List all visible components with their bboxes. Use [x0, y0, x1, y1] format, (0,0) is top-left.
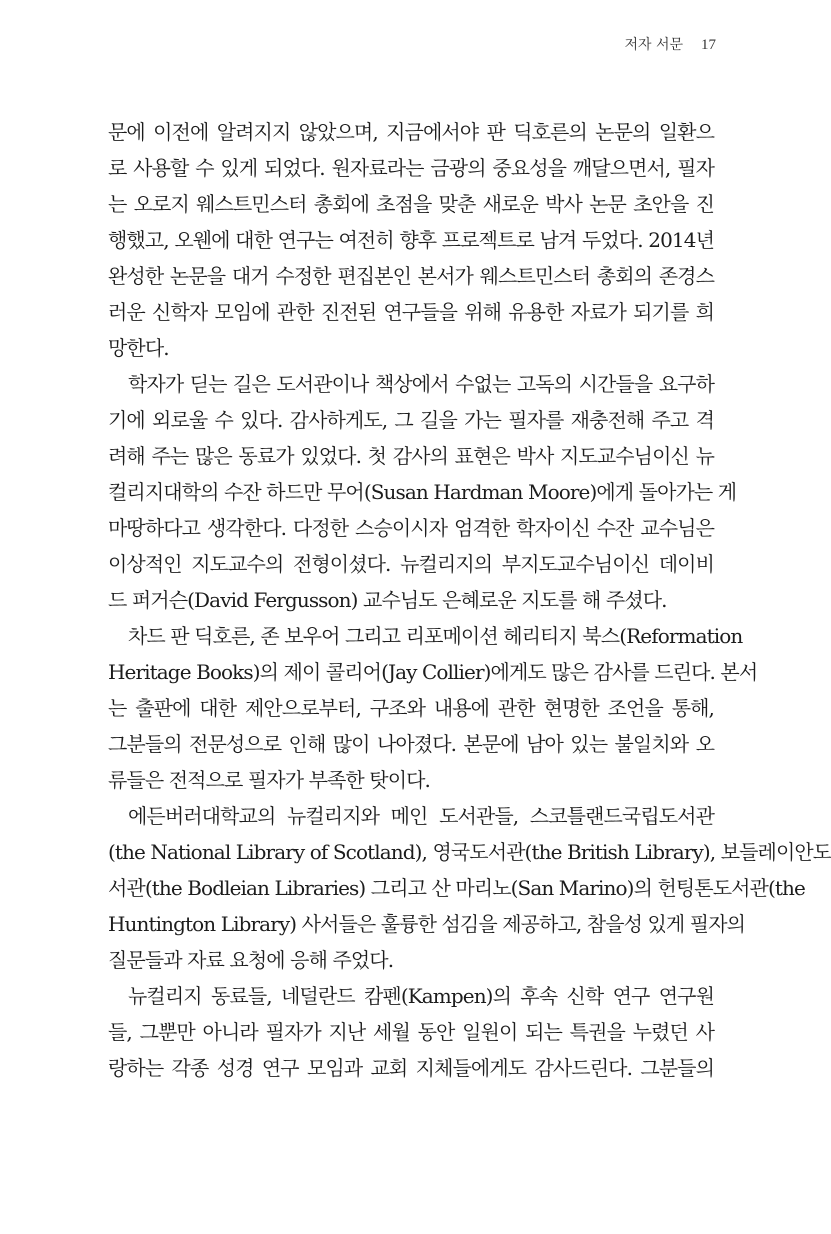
text-line: 에든버러대학교의 뉴컬리지와 메인 도서관들, 스코틀랜드국립도서관 — [128, 804, 714, 828]
text-line: 이상적인 지도교수의 전형이셨다. 뉴컬리지의 부지도교수님이신 데이비 — [108, 552, 714, 576]
text-line: 학자가 딛는 길은 도서관이나 책상에서 수없는 고독의 시간들을 요구하 — [128, 372, 714, 396]
text-line: 들, 그뿐만 아니라 필자가 지난 세월 동안 일원이 되는 특권을 누렸던 사 — [108, 1020, 714, 1044]
text-line: 차드 판 딕호른, 존 보우어 그리고 리포메이션 헤리티지 북스(Reformation — [128, 624, 743, 648]
text-line: 문에 이전에 알려지지 않았으며, 지금에서야 판 딕호른의 논문의 일환으 — [108, 120, 714, 144]
text-line: 기에 외로울 수 있다. 감사하게도, 그 길을 가는 필자를 재충전해 주고 격 — [108, 408, 714, 432]
page-number: 17 — [701, 37, 716, 53]
text-line: 려해 주는 많은 동료가 있었다. 첫 감사의 표현은 박사 지도교수님이신 뉴 — [108, 444, 714, 468]
text-line: 행했고, 오웬에 대한 연구는 여전히 향후 프로젝트로 남겨 두었다. 2014년 — [108, 228, 714, 252]
text-line: 마땅하다고 생각한다. 다정한 스승이시자 엄격한 학자이신 수잔 교수님은 — [108, 516, 714, 540]
paragraph — [108, 798, 831, 978]
section-title: 저자 서문 — [624, 37, 683, 53]
text-line: 그분들의 전문성으로 인해 많이 나아졌다. 본문에 남아 있는 불일치와 오 — [108, 732, 714, 756]
paragraph — [108, 978, 714, 1086]
text-line: 서관(the Bodleian Libraries) 그리고 산 마리노(San Marino)의 헌팅톤도서관(the — [108, 876, 805, 900]
text-line: 컬리지대학의 수잔 하드만 무어(Susan Hardman Moore)에게 돌아가는 게 — [108, 480, 737, 504]
running-header — [624, 34, 716, 54]
text-line: 는 오로지 웨스트민스터 총회에 초점을 맞춘 새로운 박사 논문 초안을 진 — [108, 192, 714, 216]
text-line: 질문들과 자료 요청에 응해 주었다. — [108, 948, 394, 972]
paragraph — [108, 618, 758, 798]
text-line: 드 퍼거슨(David Fergusson) 교수님도 은혜로운 지도를 해 주셨다. — [108, 588, 667, 612]
text-line: (the National Library of Scotland), 영국도서관(the British Library), 보들레이안도 — [108, 840, 831, 864]
body-text — [108, 114, 831, 1086]
text-line: 로 사용할 수 있게 되었다. 원자료라는 금광의 중요성을 깨달으면서, 필자 — [108, 156, 714, 180]
text-line: 뉴컬리지 동료들, 네덜란드 캄펜(Kampen)의 후속 신학 연구 연구원 — [128, 984, 714, 1008]
text-line: Huntington Library) 사서들은 훌륭한 섬김을 제공하고, 참을성 있게 필자의 — [108, 912, 746, 936]
text-line: 러운 신학자 모임에 관한 진전된 연구들을 위해 유용한 자료가 되기를 희 — [108, 300, 714, 324]
text-line: 는 출판에 대한 제안으로부터, 구조와 내용에 관한 현명한 조언을 통해, — [108, 696, 714, 720]
text-line: 랑하는 각종 성경 연구 모임과 교회 지체들에게도 감사드린다. 그분들의 — [108, 1056, 714, 1080]
paragraph — [108, 114, 714, 366]
text-line: 망한다. — [108, 336, 169, 360]
text-line: Heritage Books)의 제이 콜리어(Jay Collier)에게도 많은 감사를 드린다. 본서 — [108, 660, 758, 684]
text-line: 완성한 논문을 대거 수정한 편집본인 본서가 웨스트민스터 총회의 존경스 — [108, 264, 714, 288]
text-line: 류들은 전적으로 필자가 부족한 탓이다. — [108, 768, 431, 792]
paragraph — [108, 366, 737, 618]
